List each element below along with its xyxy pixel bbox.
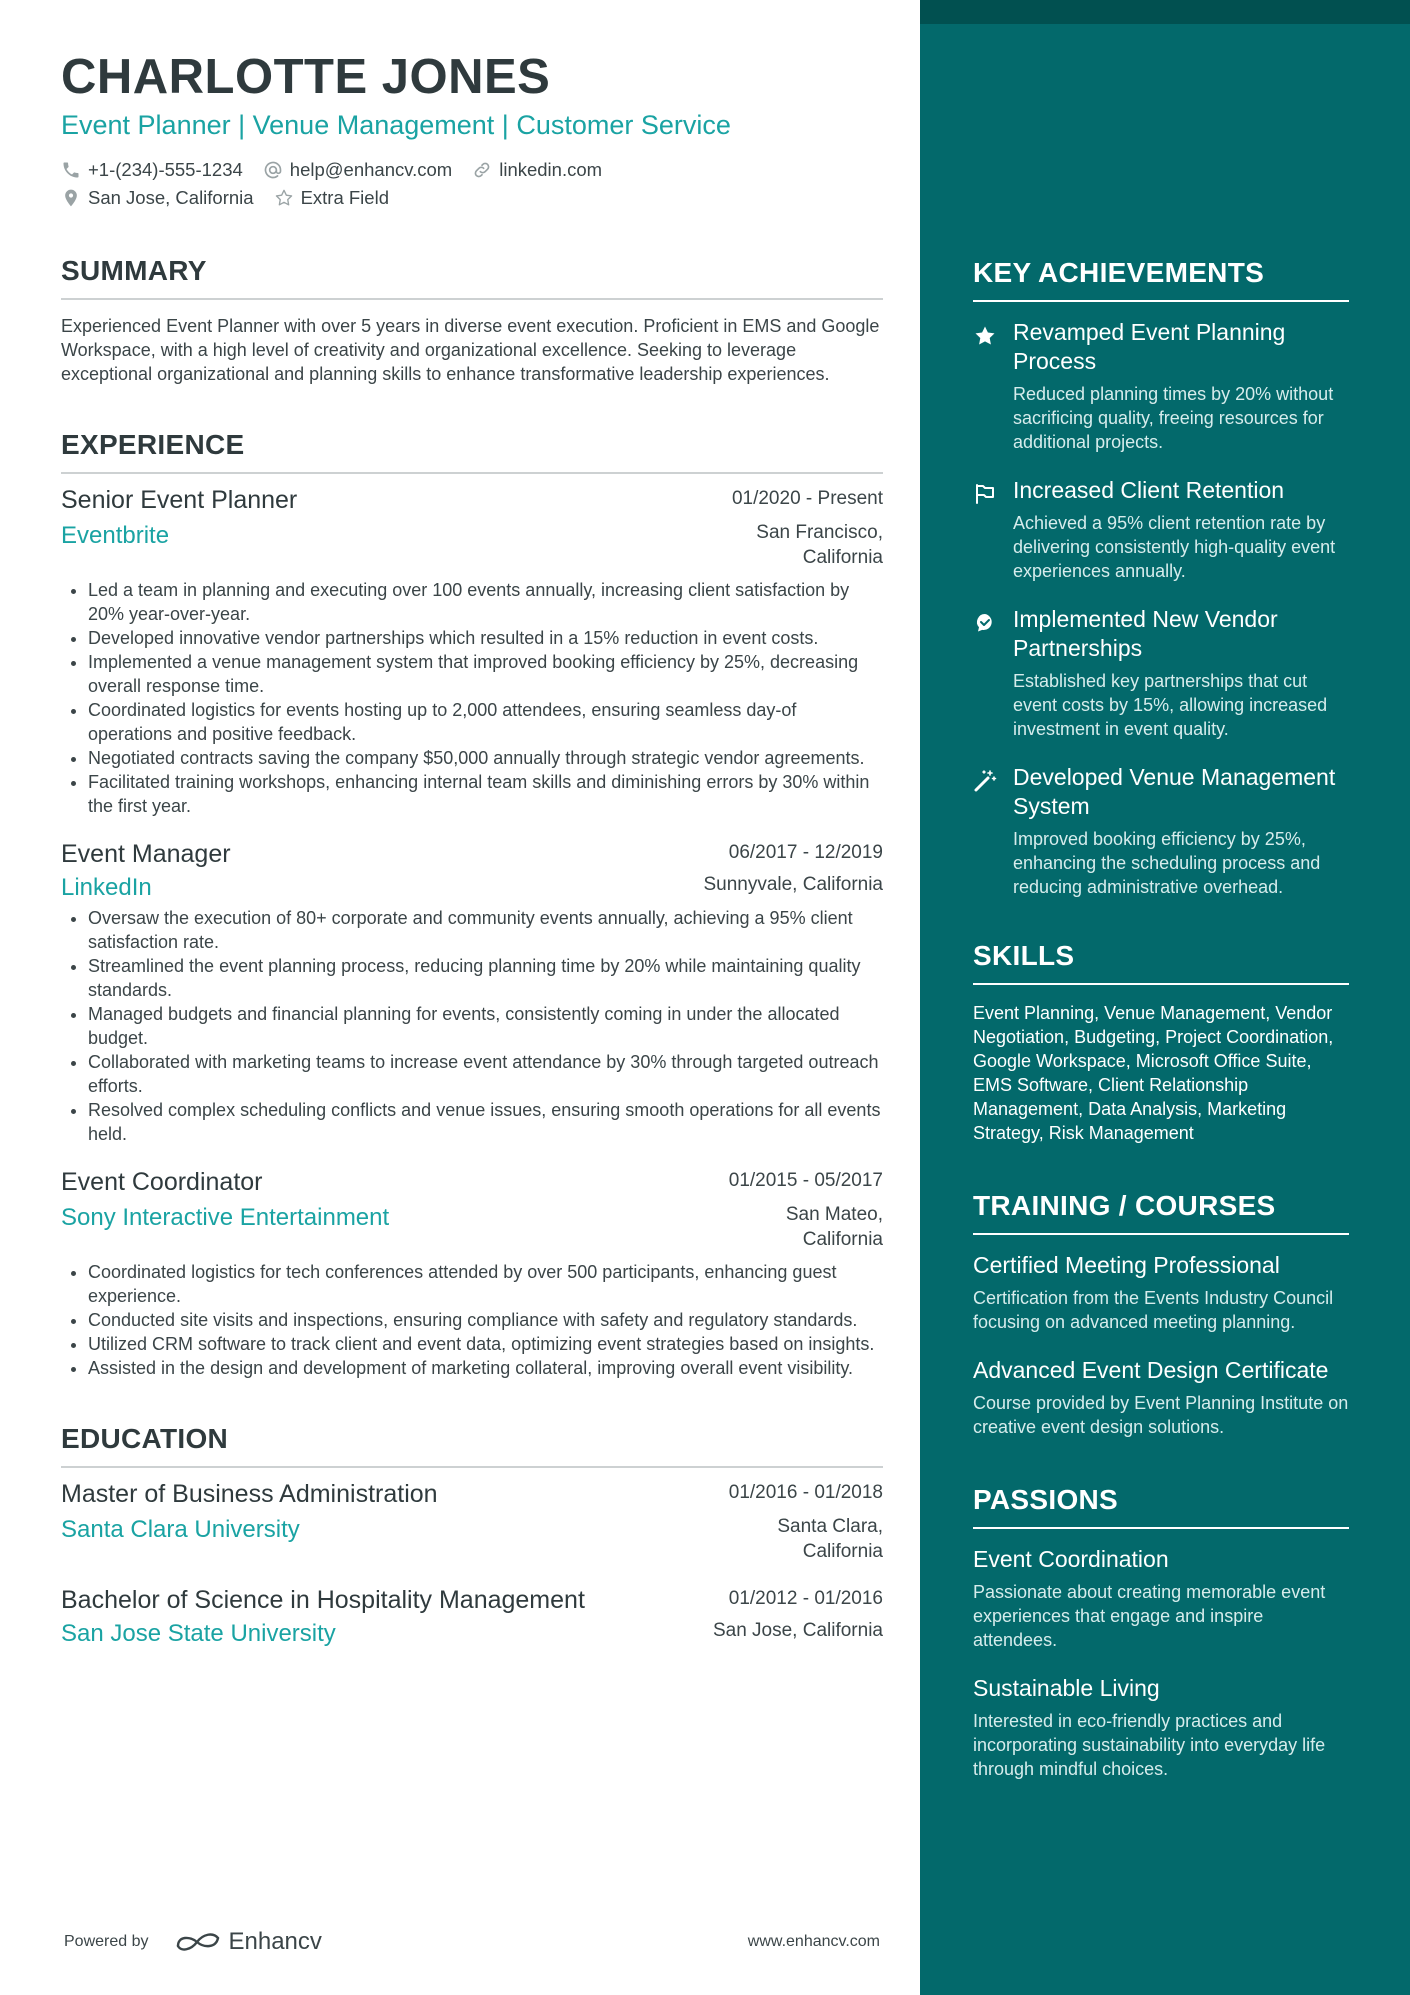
job-bullet: • Negotiated contracts saving the company $50,000 annually through strategic vendor agreements.	[88, 746, 883, 770]
education-school: San Jose State University	[61, 1620, 336, 1647]
job-bullet: • Facilitated training workshops, enhancing internal team skills and diminishing errors by 30% within the first year.	[88, 770, 883, 818]
achievement-item	[973, 763, 1349, 899]
job-date: 01/2020 - Present	[731, 488, 883, 509]
job-company: Sony Interactive Entertainment	[61, 1204, 390, 1231]
job-bullet: • Resolved complex scheduling conflicts and venue issues, ensuring smooth operations for all events held.	[88, 1098, 883, 1146]
enhancv-logo-icon	[175, 1930, 221, 1954]
achievements-heading: KEY ACHIEVEMENTS	[973, 256, 1349, 302]
passion-item	[973, 1545, 1349, 1652]
location-pin-icon	[61, 188, 81, 208]
job-bullets	[61, 578, 883, 818]
star-icon	[973, 324, 997, 348]
passion-desc: Passionate about creating memorable event experiences that engage and inspire attendees.	[973, 1582, 1326, 1650]
job-company: LinkedIn	[61, 874, 152, 901]
skills-heading: SKILLS	[973, 939, 1349, 985]
course-desc: Certification from the Events Industry Council focusing on advanced meeting planning.	[973, 1288, 1334, 1332]
passion-title: Event Coordination	[973, 1546, 1169, 1572]
achievement-title: Developed Venue Management System	[1013, 764, 1336, 819]
skills-text: Event Planning, Venue Management, Vendor Negotiation, Budgeting, Project Coordination, Google Workspace, Microsoft Office Suite, EMS Software, Client Relationship Management, Data Analysis, Marketing Strategy, Risk Management	[973, 1003, 1334, 1143]
course-title: Advanced Event Design Certificate	[973, 1357, 1329, 1383]
candidate-name: CHARLOTTE JONES	[61, 50, 551, 104]
passions-section	[973, 1483, 1349, 1781]
job-date: 01/2015 - 05/2017	[728, 1170, 883, 1191]
experience-section	[61, 428, 883, 1380]
job-role: Event Coordinator	[61, 1168, 263, 1196]
skills-section	[973, 939, 1349, 1145]
star-outline-icon	[274, 188, 294, 208]
education-date: 01/2016 - 01/2018	[728, 1482, 883, 1503]
link-icon	[472, 160, 492, 180]
job-bullet: • Coordinated logistics for events hosting up to 2,000 attendees, ensuring seamless day-of operations and positive feedback.	[88, 698, 883, 746]
at-icon	[263, 160, 283, 180]
job-company: Eventbrite	[61, 522, 170, 549]
job-bullet: • Developed innovative vendor partnerships which resulted in a 15% reduction in event costs.	[88, 626, 883, 650]
handshake-icon	[973, 611, 997, 635]
job-bullet: • Utilized CRM software to track client and event data, optimizing event strategies based on insights.	[88, 1332, 883, 1356]
education-section	[61, 1422, 883, 1650]
job-location: Sunnyvale, California	[703, 874, 883, 895]
magic-wand-icon	[973, 769, 997, 793]
email-text: help@enhancv.com	[289, 159, 453, 180]
achievement-desc: Improved booking efficiency by 25%, enhancing the scheduling process and reducing administrative overhead.	[1013, 829, 1321, 897]
job-bullet: • Led a team in planning and executing over 100 events annually, increasing client satisfaction by 20% year-over-year.	[88, 578, 883, 626]
course-title: Certified Meeting Professional	[973, 1252, 1280, 1278]
course-item	[973, 1356, 1349, 1439]
sidebar-column	[973, 256, 1349, 1803]
achievement-item	[973, 476, 1349, 583]
job-bullet: • Streamlined the event planning process, reducing planning time by 20% while maintaining quality standards.	[88, 954, 883, 1002]
extra-contact	[274, 187, 389, 209]
experience-heading: EXPERIENCE	[61, 428, 883, 474]
passion-item	[973, 1674, 1349, 1781]
job-entry	[61, 484, 883, 818]
passions-heading: PASSIONS	[973, 1483, 1349, 1529]
linkedin-contact[interactable]	[472, 159, 602, 181]
achievement-title: Implemented New Vendor Partnerships	[1013, 606, 1278, 661]
phone-icon	[61, 160, 81, 180]
location-contact	[61, 187, 254, 209]
email-contact[interactable]	[263, 159, 452, 181]
job-date: 06/2017 - 12/2019	[728, 842, 883, 863]
job-role: Senior Event Planner	[61, 486, 298, 514]
achievement-desc: Achieved a 95% client retention rate by delivering consistently high-quality event experiences annually.	[1013, 513, 1336, 581]
job-bullet: • Assisted in the design and development of marketing collateral, improving overall event visibility.	[88, 1356, 883, 1380]
job-entry	[61, 1166, 883, 1380]
course-item	[973, 1251, 1349, 1334]
achievement-title: Revamped Event Planning Process	[1013, 319, 1286, 374]
job-location: San Francisco, California	[756, 522, 883, 568]
powered-by-label: Powered by	[64, 1933, 149, 1950]
job-bullet: • Collaborated with marketing teams to increase event attendance by 30% through targeted outreach efforts.	[88, 1050, 883, 1098]
course-desc: Course provided by Event Planning Institute on creative event design solutions.	[973, 1393, 1349, 1437]
achievement-title: Increased Client Retention	[1013, 477, 1285, 503]
education-date: 01/2012 - 01/2016	[728, 1588, 883, 1609]
location-text: San Jose, California	[88, 187, 254, 208]
job-entry	[61, 838, 883, 1146]
education-entry	[61, 1584, 883, 1650]
education-degree: Bachelor of Science in Hospitality Management	[61, 1586, 585, 1614]
flag-icon	[973, 482, 997, 506]
phone-contact[interactable]	[61, 159, 243, 181]
footer-url[interactable]: www.enhancv.com	[747, 1933, 880, 1950]
job-role: Event Manager	[61, 840, 231, 868]
education-location: San Jose, California	[712, 1620, 883, 1641]
job-bullet: • Conducted site visits and inspections, ensuring compliance with safety and regulatory standards.	[88, 1308, 883, 1332]
passion-desc: Interested in eco-friendly practices and incorporating sustainability into everyday life through mindful choices.	[973, 1711, 1326, 1779]
education-location: Santa Clara, California	[777, 1516, 883, 1562]
job-bullet: • Managed budgets and financial planning for events, consistently coming in under the allocated budget.	[88, 1002, 883, 1050]
job-location: San Mateo, California	[785, 1204, 883, 1250]
main-column	[61, 48, 883, 1670]
brand-name: Enhancv	[228, 1928, 322, 1955]
education-degree: Master of Business Administration	[61, 1480, 438, 1508]
education-school: Santa Clara University	[61, 1516, 300, 1543]
passion-title: Sustainable Living	[973, 1675, 1160, 1701]
achievement-desc: Established key partnerships that cut event costs by 15%, allowing increased investment in event quality.	[1013, 671, 1328, 739]
summary-text: Experienced Event Planner with over 5 years in diverse event execution. Proficient in EMS and Google Workspace, with a high level of creativity and organizational excellence. Seeking to leverage exceptional organizational and planning skills to enhance transformative leadership experiences.	[61, 316, 880, 384]
job-bullet: • Coordinated logistics for tech conferences attended by over 500 participants, enhancing guest experience.	[88, 1260, 883, 1308]
summary-section	[61, 254, 883, 386]
education-entry	[61, 1478, 883, 1564]
phone-text: +1-(234)-555-1234	[88, 159, 243, 180]
linkedin-text: linkedin.com	[499, 159, 603, 180]
achievement-desc: Reduced planning times by 20% without sacrificing quality, freeing resources for additional projects.	[1013, 384, 1334, 452]
job-bullet: • Implemented a venue management system that improved booking efficiency by 25%, decreasing overall response time.	[88, 650, 883, 698]
contact-info	[61, 156, 883, 212]
extra-text: Extra Field	[300, 187, 389, 208]
job-bullets	[61, 906, 883, 1146]
training-heading: TRAINING / COURSES	[973, 1189, 1349, 1235]
achievement-item	[973, 318, 1349, 454]
job-bullet: • Oversaw the execution of 80+ corporate and community events annually, achieving a 95% client satisfaction rate.	[88, 906, 883, 954]
achievements-section	[973, 256, 1349, 899]
training-section	[973, 1189, 1349, 1439]
enhancv-logo[interactable]	[175, 1928, 322, 1956]
job-bullets	[61, 1260, 883, 1380]
summary-heading: SUMMARY	[61, 254, 883, 300]
candidate-title: Event Planner | Venue Management | Customer Service	[61, 110, 731, 140]
footer	[64, 1928, 880, 1956]
education-heading: EDUCATION	[61, 1422, 883, 1468]
sidebar-top-bar	[920, 0, 1410, 24]
achievement-item	[973, 605, 1349, 741]
